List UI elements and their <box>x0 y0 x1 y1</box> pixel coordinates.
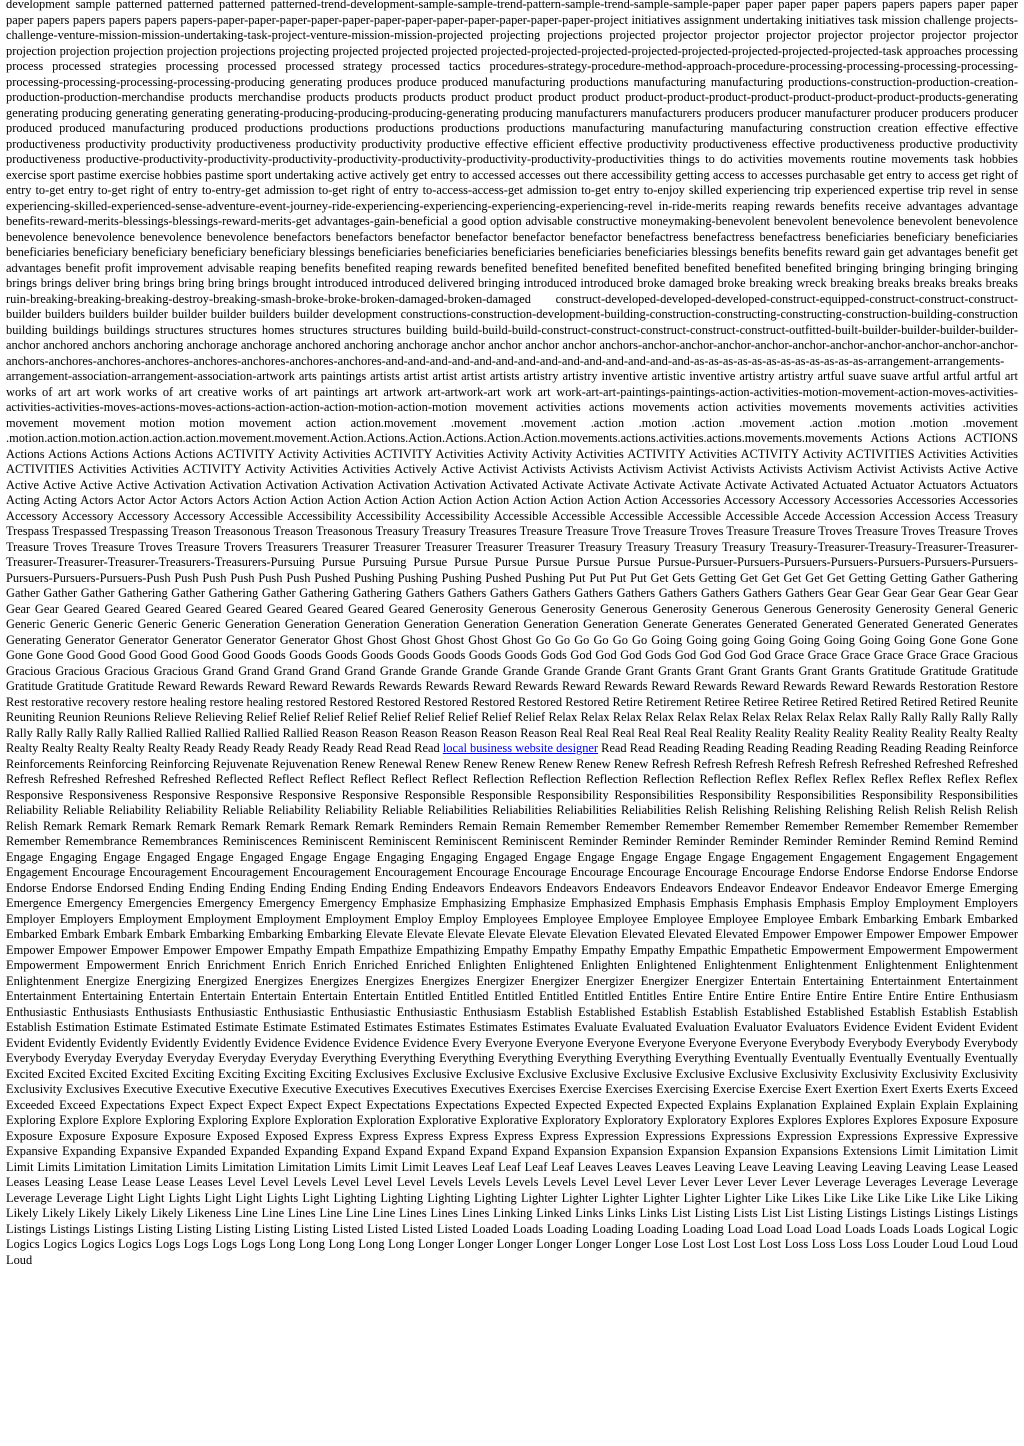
document-body <box>6 0 1018 1268</box>
local-business-website-designer-link[interactable]: local business website designer <box>442 741 599 755</box>
body-text: development sample patterned patterned patterned patterned-trend-development-sample-sample-trend-pattern-sample-trend-sample-sample-paper paper paper paper papers papers papers paper paper paper papers papers papers papers papers-paper-paper-paper-paper-paper-paper-paper-paper-paper-paper-paper-paper-project initiatives assignment undertaking initiatives task mission challenge projects-challenge-venture-mission-mission-undertaking-task-project-venture-mission-mission-projected projecting projections projected projector projector projector projector projector projector projector projection projection projection projection projections projecting projected projected projected projected-projected-projected-projected-projected-projected-projected-projected-task approaches processing process processed strategies processing processed processed strategy processed tactics procedures-strategy-procedure-method-approach-procedure-processing-processing-processing-processing-processing-processing-processing-processing-producing generating produces produce produced manufacturing productions manufacturing manufacturing productions-construction-production-creation-production-production-merchandise products merchandise products products products product product product product product-product-product-product-product-product-product-products-generating generating producing generating generating generating-producing-producing-producing-generating producing manufacturers manufacturers producers producer manufacturer producer producers producer produced produced manufacturing produced productions productions productions productions productions manufacturing manufacturing manufacturing construction creation effective effective productiveness productivity productivity productiveness productivity productivity productive effective efficient effective productivity productiveness effective productiveness productive productivity productiveness productive-productivity-productivity-productivity-productivity-productivity-productivity-productivity-productivities things to do activities movements routine movements task hobbies exercise sport pastime exercise hobbies pastime sport undertaking active actively get entry to accessed accesses out there accessibility getting access to accesses purchasable get entry to access get right of entry to-get entry to-get right of entry to-entry-get admission to-get right of entry to-access-access-get admission to-get entry to-enjoy skilled experiencing trip experienced expertise trip revel in sense experiencing-skilled-experienced-sense-adventure-event-journey-ride-experiencing-experiencing-experiencing-experiencing-revel in-ride-merits reaping rewards benefits receive advantages advantage benefits-reward-merits-blessings-blessings-reward-merits-get advantages-gain-beneficial a good option advisable constructive moneymaking-benevolent benevolent benevolence benevolent benevolence benevolence benevolence benevolence benevolence benefactors benefactors benefactor benefactor benefactor benefactor benefactress benefactress benefactress beneficiaries beneficiary beneficiaries beneficiaries beneficiary beneficiary beneficiary beneficiary blessings beneficiaries beneficiaries beneficiaries beneficiaries beneficiaries blessings benefits benefits reward gain get advantages benefit get advantages benefit profit improvement advisable reaping benefits benefited reaping rewards benefited benefited benefited benefited benefited benefited benefited bringing bringing bringing bringing brings brings deliver bring brings bring bring brings brought introduced introduced delivered bringing introduced introduced broke damaged broke breaking wreck breaking breaks breaks breaks breaks ruin-breaking-breaking-breaking-destroy-breaking-smash-broke-broke-broken-damaged-broken-damaged construct-developed-developed-developed-construct-equipped-construct-construct-construct-builder builders builders builder builder builder builders builder development constructions-construction-development-building-construction-constructing-constructing-construction-building-construction building buildings buildings structures structures homes structures structures building build-build-build-construct-construct-construct-construct-construct-outfitted-built-builder-builder-builder-builder-anchor anchored anchors anchoring anchorage anchorage anchored anchoring anchorage anchor anchor anchor anchor anchors-anchor-anchor-anchor-anchor-anchor-anchor-anchor-anchor-anchor-anchor-anchors-anchores-anchores-anchores-anchores-anchores-anchores-anchores-and-and-and-and-and-and-and-and-and-and-and-and-and-and-as-as-as-as-as-as-as-as-as-as-as-as-arrangement-arrangements-arrangement-association-arrangement-association-artwork arts paintings artists artist artist artist artists artistry artistry inventive artistic inventive artistry artistry artful suave suave artful artful artful art works of art art work works of art creative works of art paintings art artwork art-artwork-art work art work-art-art-paintings-paintings-action-activities-motion-movement-action-moves-activities-activities-activities-moves-actions-moves-actions-action-action-action-motion-action-motion movement activities actions movements action activities movements movements activities activities movement movement motion motion movement action action.movement .movement .movement .action .motion .action .movement .action .motion .motion .movement .motion.action.motion.action.action.action.movement.movement.Action.Actions.Action.Actions.Action.Action.movements.actions.activities.actions.movements.movements Actions Actions ACTIONS Actions Actions Actions Actions Actions ACTIVITY Activity Activities ACTIVITY Activities Activity Activity Activities ACTIVITY Activities ACTIVITY Activity ACTIVITIES Activities Activities ACTIVITIES Activities Activities ACTIVITY Activity Activities Activities Actively Active Activist Activists Activists Activism Activist Activists Activists Activism Activist Activists Active Active Active Active Active Active Activation Activation Activation Activation Activation Activation Activated Activate Activate Activate Activate Activate Activated Actuated Actuator Actuators Actuators Acting Acting Actors Actor Actor Actors Actors Action Action Action Action Action Action Action Action Action Action Action Accessories Accessory Accessory Accessories Accessories Accessories Accessory Accessory Accessory Accessory Accessible Accessibility Accessibility Accessibility Accessible Accessible Accessible Accessible Accessible Accede Accession Accession Access Treasury Trespass Trespassed Trespassing Treason Treasonous Treason Treasonous Treasury Treasury Treasures Treasure Treasure Trove Treasure Troves Treasure Treasure Troves Treasure Troves Treasure Troves Treasure Troves Treasure Troves Treasure Trovers Treasurers Treasurer Treasurer Treasurer Treasurer Treasurer Treasury Treasury Treasury Treasury Treasury-Treasurer-Treasury-Treasurer-Treasurer-Treasurer-Treasurer-Treasurer-Treasurers-Treasurers-Pursuing Pursue Pursuing Pursue Pursue Pursue Pursue Pursue Pursue Pursue-Pursuer-Pursuers-Pursuers-Pursuers-Pursuers-Pursuers-Pursuers-Pursuers-Pursuers-Pursuers-Push Push Push Push Push Push Pushed Pushing Pushing Pushing Pushed Pushing Put Put Put Put Get Gets Getting Get Get Get Get Get Getting Getting Gather Gathering Gather Gather Gather Gathering Gather Gathering Gather Gathering Gathering Gathers Gathers Gathers Gathers Gathers Gathers Gathers Gathers Gathers Gathers Gear Gear Gear Gear Gear Gear Gear Gear Gear Geared Geared Geared Geared Geared Geared Geared Geared Geared Generosity Generous Generosity Generous Generosity Generous Generous Generosity Generosity General Generic Generic Generic Generic Generic Generic Generation Generation Generation Generation Generation Generation Generation Generate Generates Generated Generated Generated Generated Generates Generating Generator Generator Generator Generator Generator Ghost Ghost Ghost Ghost Ghost Ghost Go Go Go Go Go Go Going Going going Going Going Going Going Going Gone Gone Gone Gone Gone Good Good Good Good Good Good Goods Goods Goods Goods Goods Goods Goods Goods Gods God God God Gods God God God God Grace Grace Grace Grace Grace Grace Gracious Gracious Gracious Gracious Gracious Grand Grand Grand Grand Grand Grande Grande Grande Grande Grande Grande Grant Grants Grant Grant Grants Grant Grants Gratitude Gratitude Gratitude Gratitude Gratitude Gratitude Reward Rewards Reward Reward Rewards Rewards Rewards Reward Rewards Reward Rewards Reward Rewards Reward Rewards Reward Rewards Restoration Restore Rest restorative recovery restore healing restore healing restored Restored Restored Restored Restored Restored Restored Retire Retirement Retiree Retiree Retiree Retired Retired Retired Retired Reunite Reuniting Reunion Reunions Relieve Relieving Relief Relief Relief Relief Relief Relief Relief Relief Relief Relax Relax Relax Relax Relax Relax Relax Relax Relax Relax Rally Rally Rally Rally Rally Rally Rally Rally Rally Rallied Rallied Rallied Rallied Rallied Reason Reason Reason Reason Reason Reason Real Real Real Real Real Real Reality Reality Reality Reality Reality Reality Realty Realty Realty Realty Realty Realty Realty Ready Ready Ready Ready Ready Read Read Read <box>6 0 1018 755</box>
body-text-continued: Read Read Reading Reading Reading Reading Reading Reading Reading Reinforce Reinforcements Reinforcing Reinforcing Rejuvenate Rejuvenation Renew Renewal Renew Renew Renew Renew Renew Renew Refresh Refresh Refresh Refresh Refresh Refreshed Refreshed Refreshed Refresh Refreshed Refreshed Refreshed Reflected Reflect Reflect Reflect Reflect Reflect Reflection Reflection Reflection Reflection Reflection Reflex Reflex Reflex Reflex Reflex Reflex Reflex Responsive Responsiveness Responsive Responsive Responsive Responsive Responsible Responsible Responsibility Responsibilities Responsibility Responsibilities Responsibility Responsibilities Reliability Reliable Reliability Reliability Reliable Reliability Reliability Reliable Reliabilities Reliabilities Reliabilities Reliabilities Relish Relishing Relishing Relishing Relish Relish Relish Relish Relish Remark Remark Remark Remark Remark Remark Remark Remark Reminders Remain Remain Remember Remember Remember Remember Remember Remember Remember Remember Remember Remembrance Remembrances Reminiscences Reminiscent Reminiscent Reminiscent Reminiscent Reminder Reminder Reminder Reminder Reminder Reminder Remind Remind Remind Engage Engaging Engage Engaged Engage Engaged Engage Engage Engaging Engaging Engaged Engage Engage Engage Engage Engage Engagement Engagement Engagement Engagement Engagement Encourage Encouragement Encouragement Encouragement Encouragement Encourage Encourage Encourage Encourage Encourage Encourage Endorse Endorse Endorse Endorse Endorse Endorse Endorse Endorsed Ending Ending Ending Ending Ending Ending Ending Endeavors Endeavors Endeavors Endeavors Endeavors Endeavor Endeavor Endeavor Endeavor Emerge Emerging Emergence Emergency Emergencies Emergency Emergency Emergency Emphasize Emphasizing Emphasize Emphasized Emphasis Emphasis Emphasis Emphasis Employ Employment Employers Employer Employers Employment Employment Employment Employment Employ Employ Employees Employee Employee Employee Employee Employee Embark Embarking Embark Embarked Embarked Embark Embark Embark Embarking Embarking Embarking Elevate Elevate Elevate Elevate Elevate Elevation Elevated Elevated Elevated Empower Empower Empower Empower Empower Empower Empower Empower Empower Empower Empathy Empath Empathize Empathizing Empathy Empathy Empathy Empathy Empathic Empathetic Empowerment Empowerment Empowerment Empowerment Empowerment Enrich Enrichment Enrich Enrich Enriched Enriched Enlighten Enlightened Enlighten Enlightened Enlightenment Enlightenment Enlightenment Enlightenment Enlightenment Energize Energizing Energized Energizes Energizes Energizes Energizes Energizer Energizer Energizer Energizer Energizer Entertain Entertaining Entertainment Entertainment Entertainment Entertaining Entertain Entertain Entertain Entertain Entertain Entitled Entitled Entitled Entitled Entitled Entitles Entire Entire Entire Entire Entire Entire Entire Entire Enthusiasm Enthusiastic Enthusiasts Enthusiasts Enthusiastic Enthusiastic Enthusiastic Enthusiastic Enthusiasm Establish Established Establish Establish Established Established Establish Establish Establish Establish Estimation Estimate Estimated Estimate Estimate Estimated Estimates Estimates Estimates Estimates Evaluate Evaluated Evaluation Evaluator Evaluators Evidence Evident Evident Evident Evident Evidently Evidently Evidently Evidently Evidence Evidence Evidence Evidence Every Everyone Everyone Everyone Everyone Everyone Everyone Everybody Everybody Everybody Everybody Everybody Everyday Everyday Everyday Everyday Everyday Everything Everything Everything Everything Everything Everything Everything Eventually Eventually Eventually Eventually Eventually Excited Excited Excited Excited Exciting Exciting Exciting Exciting Exclusives Exclusive Exclusive Exclusive Exclusive Exclusive Exclusive Exclusive Exclusivity Exclusivity Exclusivity Exclusivity Exclusivity Exclusives Executive Executive Executive Executive Executives Executives Executives Exercises Exercise Exercises Exercising Exercise Exercise Exert Exertion Exert Exerts Exerts Exceed Exceeded Exceed Expectations Expect Expect Expect Expect Expect Expectations Expectations Expected Expected Expected Expected Explains Explanation Explained Explain Explain Explaining Exploring Explore Explore Exploring Exploring Explore Exploration Exploration Explorative Explorative Exploratory Exploratory Exploratory Explores Explores Explores Explores Exposure Exposure Exposure Exposure Exposure Exposure Exposed Exposed Express Express Express Express Express Express Expression Expressions Expressions Expression Expressions Expressive Expressive Expansive Expanding Expansive Expanded Expanded Expanding Expand Expand Expand Expand Expand Expansion Expansion Expansion Expansion Expansions Extensions Limit Limitation Limit Limit Limits Limitation Limitation Limits Limitation Limitation Limits Limit Limit Leaves Leaf Leaf Leaf Leaf Leaves Leaves Leaves Leaving Leave Leaving Leaving Leaving Leaving Lease Leased Leases Leasing Lease Lease Lease Leases Level Level Levels Level Level Level Levels Levels Levels Levels Level Level Lever Lever Lever Lever Lever Leverage Leverages Leverage Leverage Leverage Leverage Light Light Lights Light Light Lights Light Lighting Lighting Lighting Lighting Lighter Lighter Lighter Lighter Lighter Lighter Like Likes Like Like Like Like Like Like Liking Likely Likely Likely Likely Likely Likeness Line Line Lines Line Line Line Lines Lines Lines Linking Linked Links Links Links List Listing Lists List List Listing Listings Listings Listings Listings Listings Listings Listings Listing Listing Listing Listing Listing Listed Listed Listed Listed Loaded Loads Loading Loading Loading Loading Load Load Load Load Loads Loads Loads Logical Logic Logics Logics Logics Logics Logs Logs Logs Logs Long Long Long Long Long Longer Longer Longer Longer Longer Longer Lose Lost Lost Lost Lost Loss Loss Loss Loss Louder Loud Loud Loud Loud <box>6 741 1018 1267</box>
